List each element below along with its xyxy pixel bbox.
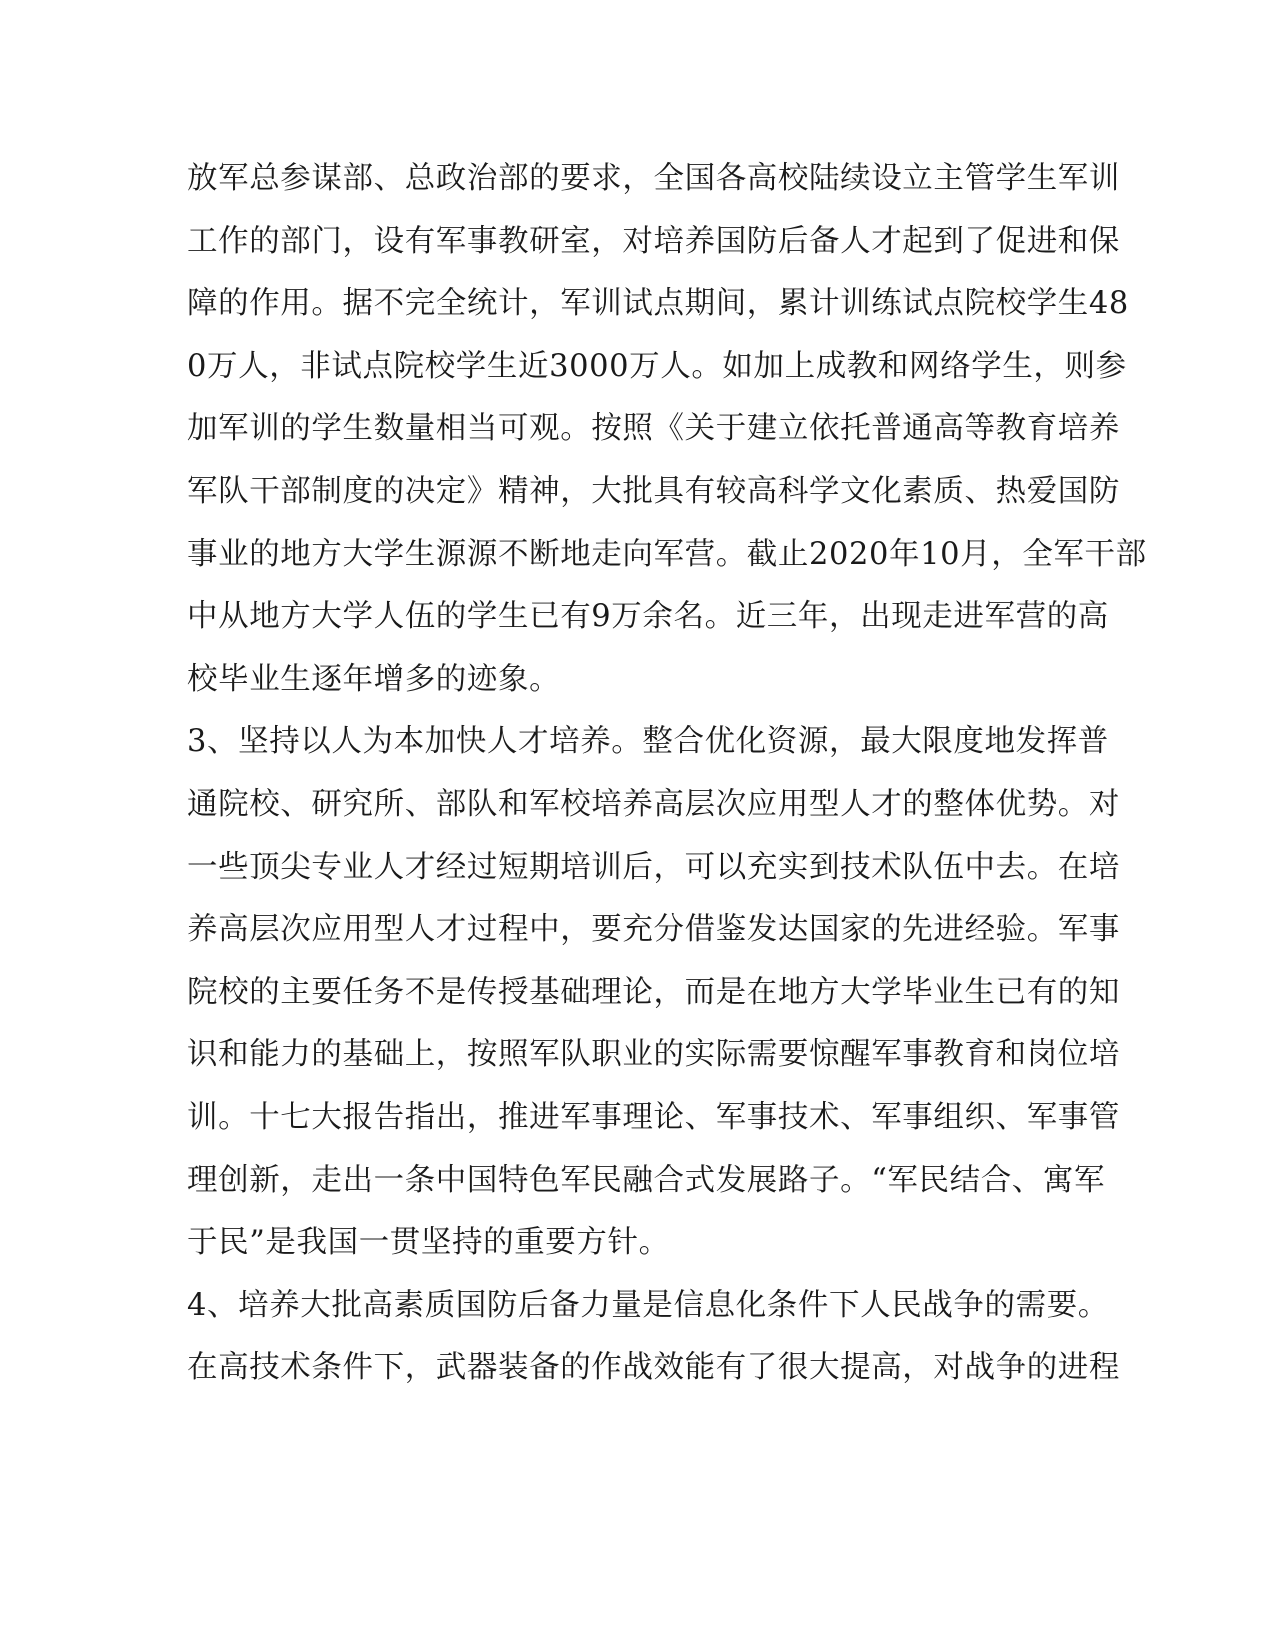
text-line: 3、坚持以人为本加快人才培养。整合优化资源，最大限度地发挥普 — [187, 724, 1109, 760]
text-line: 放军总参谋部、总政治部的要求，全国各高校陆续设立主管学生军训 — [187, 161, 1120, 196]
text-line: 中从地方大学人伍的学生已有9万余名。近三年，出现走进军营的高 — [187, 599, 1109, 635]
text-line: 识和能力的基础上，按照军队职业的实际需要惊醒军事教育和岗位培 — [187, 1037, 1120, 1073]
text-line: 障的作用。据不完全统计，军训试点期间，累计训练试点院校学生48 — [187, 286, 1129, 322]
text-line: 在高技术条件下，武器装备的作战效能有了很大提高，对战争的进程 — [187, 1350, 1120, 1386]
text-line: 事业的地方大学生源源不断地走向军营。截止2020年10月，全军干部 — [187, 536, 1147, 572]
body-text — [187, 148, 1147, 1400]
text-line: 养高层次应用型人才过程中，要充分借鉴发达国家的先进经验。军事 — [187, 912, 1120, 948]
text-line: 军队干部制度的决定》精神，大批具有较高科学文化素质、热爱国防 — [187, 473, 1120, 509]
text-line: 院校的主要任务不是传授基础理论，而是在地方大学毕业生已有的知 — [187, 974, 1120, 1010]
text-line: 训。十七大报告指出，推进军事理论、军事技术、军事组织、军事管 — [187, 1099, 1120, 1135]
text-line: 4、培养大批高素质国防后备力量是信息化条件下人民战争的需要。 — [187, 1287, 1109, 1323]
text-line: 于民”是我国一贯坚持的重要方针。 — [187, 1225, 670, 1261]
text-line: 通院校、研究所、部队和军校培养高层次应用型人才的整体优势。对 — [187, 786, 1120, 822]
text-line: 校毕业生逐年增多的迹象。 — [187, 661, 561, 697]
text-line: 一些顶尖专业人才经过短期培训后，可以充实到技术队伍中去。在培 — [187, 849, 1120, 885]
text-line: 0万人，非试点院校学生近3000万人。如加上成教和网络学生，则参 — [187, 348, 1127, 384]
text-line: 工作的部门，设有军事教研室，对培养国防后备人才起到了促进和保 — [187, 223, 1120, 259]
text-line: 加军训的学生数量相当可观。按照《关于建立依托普通高等教育培养 — [187, 411, 1120, 447]
text-line: 理创新，走出一条中国特色军民融合式发展路子。“军民结合、寓军 — [187, 1162, 1106, 1198]
